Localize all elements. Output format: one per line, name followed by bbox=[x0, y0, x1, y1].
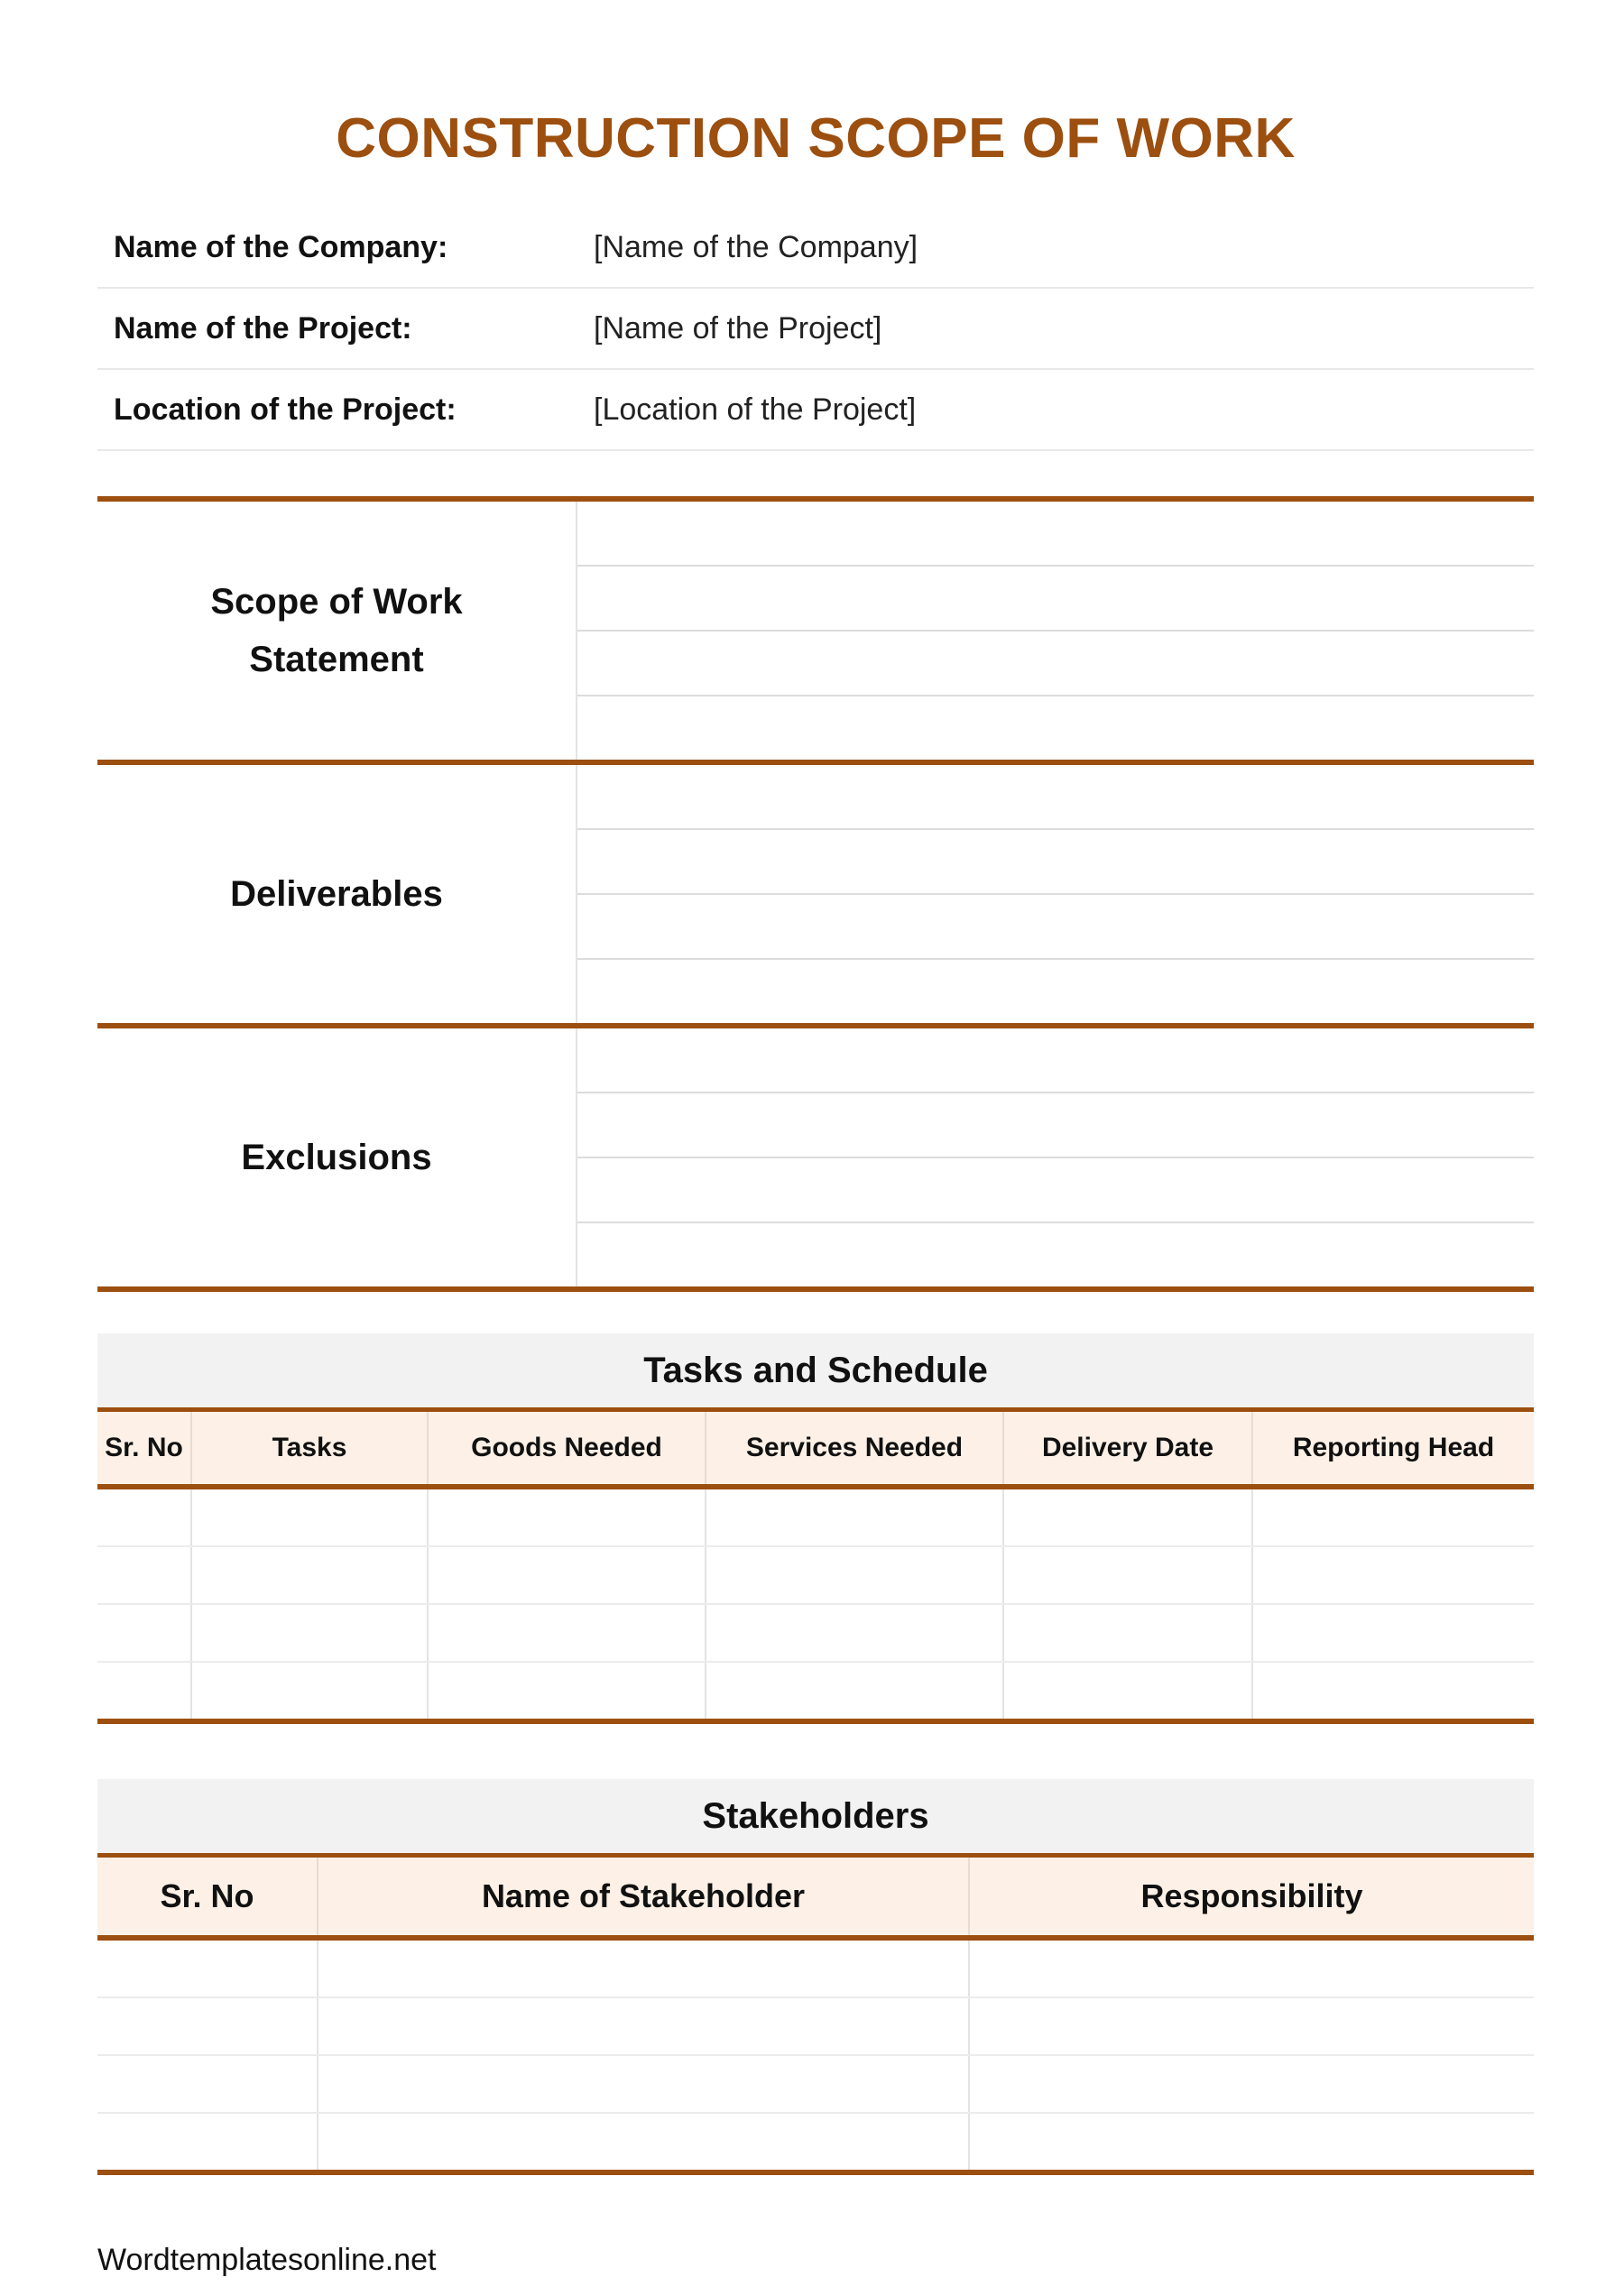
company-value[interactable]: [Name of the Company] bbox=[594, 229, 918, 264]
deliverables-section bbox=[97, 760, 1534, 1023]
exclusions-label: Exclusions bbox=[97, 1028, 577, 1286]
info-row-project bbox=[97, 289, 1534, 370]
table-cell[interactable] bbox=[97, 2113, 318, 2172]
table-cell[interactable] bbox=[1003, 1662, 1252, 1721]
company-label: Name of the Company: bbox=[114, 229, 448, 264]
table-cell[interactable] bbox=[706, 1604, 1003, 1662]
exclusions-lines[interactable] bbox=[577, 1028, 1534, 1286]
table-cell[interactable] bbox=[318, 2055, 969, 2113]
col-sr-no: Sr. No bbox=[97, 1856, 318, 1939]
table-cell[interactable] bbox=[191, 1662, 428, 1721]
col-tasks: Tasks bbox=[191, 1410, 428, 1488]
writing-line[interactable] bbox=[577, 632, 1534, 696]
writing-line[interactable] bbox=[577, 567, 1534, 632]
deliverables-label: Deliverables bbox=[97, 765, 577, 1023]
table-cell[interactable] bbox=[1003, 1546, 1252, 1604]
project-info bbox=[97, 207, 1534, 451]
scope-statement-section bbox=[97, 496, 1534, 760]
table-cell[interactable] bbox=[318, 1997, 969, 2055]
table-cell[interactable] bbox=[428, 1604, 706, 1662]
table-cell[interactable] bbox=[428, 1662, 706, 1721]
col-reporting-head: Reporting Head bbox=[1252, 1410, 1534, 1488]
table-row bbox=[97, 1604, 1534, 1662]
table-row bbox=[97, 2055, 1534, 2113]
project-value[interactable]: [Name of the Project] bbox=[594, 310, 882, 346]
table-row bbox=[97, 1938, 1534, 1997]
table-cell[interactable] bbox=[191, 1546, 428, 1604]
scope-sections bbox=[97, 496, 1534, 1292]
info-row-location bbox=[97, 370, 1534, 451]
table-row bbox=[97, 2113, 1534, 2172]
table-cell[interactable] bbox=[97, 1662, 191, 1721]
table-row bbox=[97, 1487, 1534, 1546]
col-name-of-stakeholder: Name of Stakeholder bbox=[318, 1856, 969, 1939]
scope-label-line1: Scope of Work bbox=[210, 582, 463, 622]
writing-line[interactable] bbox=[577, 960, 1534, 1023]
col-sr-no: Sr. No bbox=[97, 1410, 191, 1488]
table-cell[interactable] bbox=[969, 1997, 1534, 2055]
info-row-company bbox=[97, 207, 1534, 289]
stakeholders-header-row bbox=[97, 1856, 1534, 1939]
writing-line[interactable] bbox=[577, 696, 1534, 760]
table-cell[interactable] bbox=[706, 1546, 1003, 1604]
table-cell[interactable] bbox=[969, 2055, 1534, 2113]
table-cell[interactable] bbox=[706, 1662, 1003, 1721]
table-cell[interactable] bbox=[428, 1546, 706, 1604]
tasks-header-row bbox=[97, 1410, 1534, 1488]
tasks-table bbox=[97, 1407, 1534, 1724]
col-responsibility: Responsibility bbox=[969, 1856, 1534, 1939]
table-row bbox=[97, 1546, 1534, 1604]
deliverables-lines[interactable] bbox=[577, 765, 1534, 1023]
writing-line[interactable] bbox=[577, 830, 1534, 895]
table-cell[interactable] bbox=[97, 1938, 318, 1997]
table-cell[interactable] bbox=[97, 1487, 191, 1546]
writing-line[interactable] bbox=[577, 1223, 1534, 1286]
location-label: Location of the Project: bbox=[114, 392, 457, 427]
stakeholders-table bbox=[97, 1853, 1534, 2175]
project-label: Name of the Project: bbox=[114, 310, 412, 346]
stakeholders-table-title: Stakeholders bbox=[97, 1779, 1534, 1853]
table-cell[interactable] bbox=[191, 1604, 428, 1662]
writing-line[interactable] bbox=[577, 1158, 1534, 1223]
table-cell[interactable] bbox=[1252, 1662, 1534, 1721]
table-cell[interactable] bbox=[969, 2113, 1534, 2172]
table-cell[interactable] bbox=[318, 1938, 969, 1997]
table-cell[interactable] bbox=[97, 1546, 191, 1604]
table-cell[interactable] bbox=[1003, 1487, 1252, 1546]
location-value[interactable]: [Location of the Project] bbox=[594, 392, 917, 427]
table-cell[interactable] bbox=[969, 1938, 1534, 1997]
writing-line[interactable] bbox=[577, 1028, 1534, 1093]
table-cell[interactable] bbox=[706, 1487, 1003, 1546]
document-title: CONSTRUCTION SCOPE OF WORK bbox=[336, 107, 1296, 170]
table-cell[interactable] bbox=[1252, 1604, 1534, 1662]
writing-line[interactable] bbox=[577, 502, 1534, 567]
col-delivery-date: Delivery Date bbox=[1003, 1410, 1252, 1488]
scope-label-line2: Statement bbox=[249, 640, 424, 679]
table-cell[interactable] bbox=[97, 1604, 191, 1662]
scope-statement-label bbox=[97, 502, 577, 760]
col-goods-needed: Goods Needed bbox=[428, 1410, 706, 1488]
scope-statement-lines[interactable] bbox=[577, 502, 1534, 760]
table-cell[interactable] bbox=[97, 1997, 318, 2055]
table-cell[interactable] bbox=[1003, 1604, 1252, 1662]
table-cell[interactable] bbox=[318, 2113, 969, 2172]
table-cell[interactable] bbox=[428, 1487, 706, 1546]
writing-line[interactable] bbox=[577, 765, 1534, 830]
tasks-table-title: Tasks and Schedule bbox=[97, 1333, 1534, 1407]
table-cell[interactable] bbox=[97, 2055, 318, 2113]
table-cell[interactable] bbox=[1252, 1546, 1534, 1604]
col-services-needed: Services Needed bbox=[706, 1410, 1003, 1488]
table-row bbox=[97, 1662, 1534, 1721]
table-cell[interactable] bbox=[191, 1487, 428, 1546]
writing-line[interactable] bbox=[577, 895, 1534, 960]
exclusions-section bbox=[97, 1023, 1534, 1292]
footer-source: Wordtemplatesonline.net bbox=[97, 2243, 437, 2277]
table-row bbox=[97, 1997, 1534, 2055]
table-cell[interactable] bbox=[1252, 1487, 1534, 1546]
writing-line[interactable] bbox=[577, 1093, 1534, 1158]
